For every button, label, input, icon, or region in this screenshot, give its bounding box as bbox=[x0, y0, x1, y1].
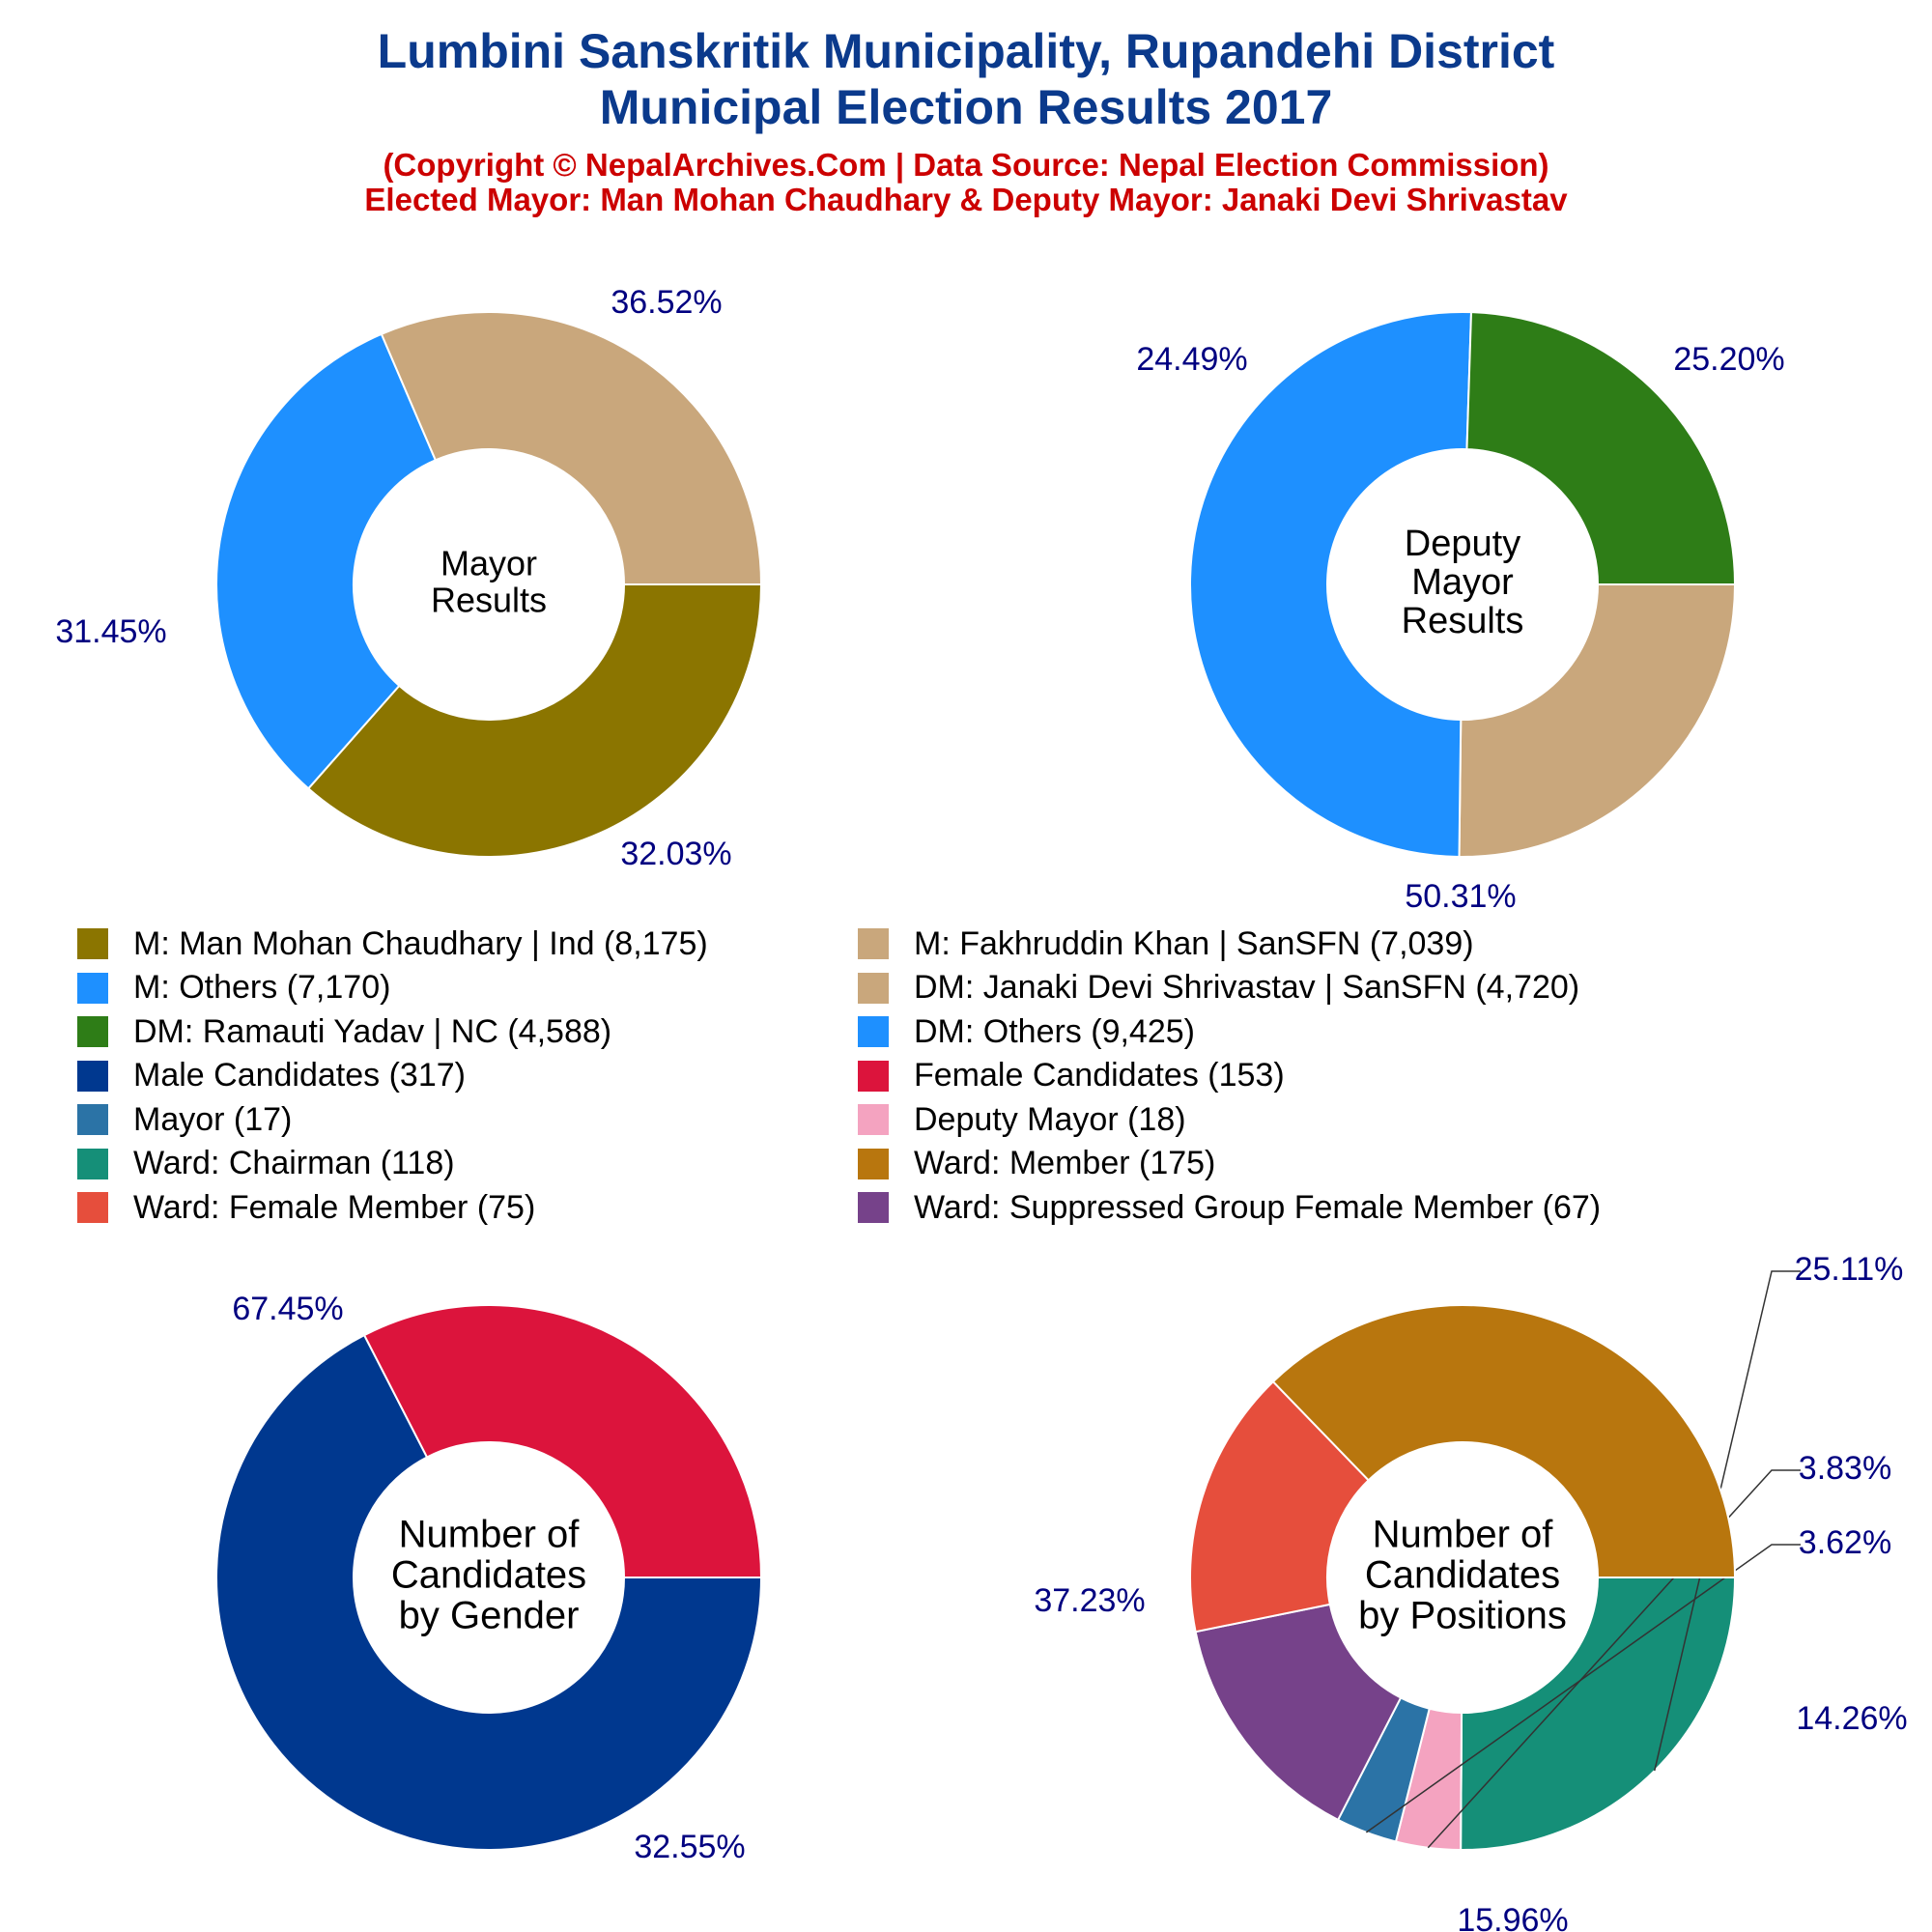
legend-label: Male Candidates (317) bbox=[133, 1057, 466, 1094]
legend-label: M: Others (7,170) bbox=[133, 969, 391, 1006]
donut-chart-3 bbox=[216, 1291, 761, 1865]
percent-label: 15.96% bbox=[1457, 1901, 1569, 1932]
percent-label: 37.23% bbox=[1034, 1581, 1146, 1619]
donut-center-label: Number of Candidates by Positions bbox=[1358, 1513, 1567, 1637]
slice-m-man-mohan-chaudhary-ind bbox=[308, 584, 761, 857]
slice-m-fakhruddin-khan-sansfn bbox=[382, 312, 761, 584]
donut-center-label: Deputy Mayor Results bbox=[1401, 524, 1524, 641]
donut-chart-1 bbox=[55, 284, 761, 872]
percent-label: 14.26% bbox=[1796, 1699, 1908, 1737]
legend-label: Ward: Member (175) bbox=[914, 1145, 1216, 1181]
legend-label: M: Man Mohan Chaudhary | Ind (8,175) bbox=[133, 924, 708, 962]
copyright-subtitle: (Copyright © NepalArchives.Com | Data Source: Nepal Election Commission) bbox=[383, 147, 1549, 183]
percent-label: 3.62% bbox=[1798, 1523, 1892, 1561]
legend-label: Ward: Suppressed Group Female Member (67) bbox=[914, 1188, 1602, 1226]
legend-label: DM: Janaki Devi Shrivastav | SanSFN (4,720) bbox=[914, 969, 1580, 1006]
percent-label: 36.52% bbox=[611, 283, 723, 321]
legend-label: Mayor (17) bbox=[133, 1100, 293, 1138]
percent-label: 25.20% bbox=[1673, 340, 1785, 378]
chart-title-line-2: Municipal Election Results 2017 bbox=[599, 80, 1333, 134]
donut-center-label: Mayor Results bbox=[430, 543, 548, 620]
legend-label: Ward: Female Member (75) bbox=[133, 1188, 536, 1226]
percent-label: 3.83% bbox=[1798, 1449, 1892, 1487]
legend-label: M: Fakhruddin Khan | SanSFN (7,039) bbox=[914, 924, 1474, 962]
donut-chart-2 bbox=[1136, 312, 1784, 915]
legend-label: Deputy Mayor (18) bbox=[914, 1100, 1186, 1138]
donut-center-label: Number of Candidates by Gender bbox=[390, 1513, 587, 1637]
elected-subtitle: Elected Mayor: Man Mohan Chaudhary & Deputy Mayor: Janaki Devi Shrivastav bbox=[364, 182, 1568, 217]
legend-label: Ward: Chairman (118) bbox=[133, 1145, 455, 1181]
legend-label: DM: Others (9,425) bbox=[914, 1012, 1195, 1050]
donut-chart-4 bbox=[1034, 1251, 1907, 1932]
percent-label: 25.11% bbox=[1794, 1250, 1904, 1288]
percent-label: 31.45% bbox=[55, 612, 167, 650]
chart-title-line-1: Lumbini Sanskritik Municipality, Rupandehi District bbox=[377, 24, 1555, 78]
percent-label: 67.45% bbox=[232, 1290, 344, 1327]
legend-label: Female Candidates (153) bbox=[914, 1057, 1285, 1094]
percent-label: 32.55% bbox=[634, 1828, 746, 1865]
percent-label: 50.31% bbox=[1405, 877, 1517, 915]
percent-label: 32.03% bbox=[620, 835, 732, 872]
percent-label: 24.49% bbox=[1136, 340, 1248, 378]
legend-label: DM: Ramauti Yadav | NC (4,588) bbox=[133, 1012, 612, 1050]
